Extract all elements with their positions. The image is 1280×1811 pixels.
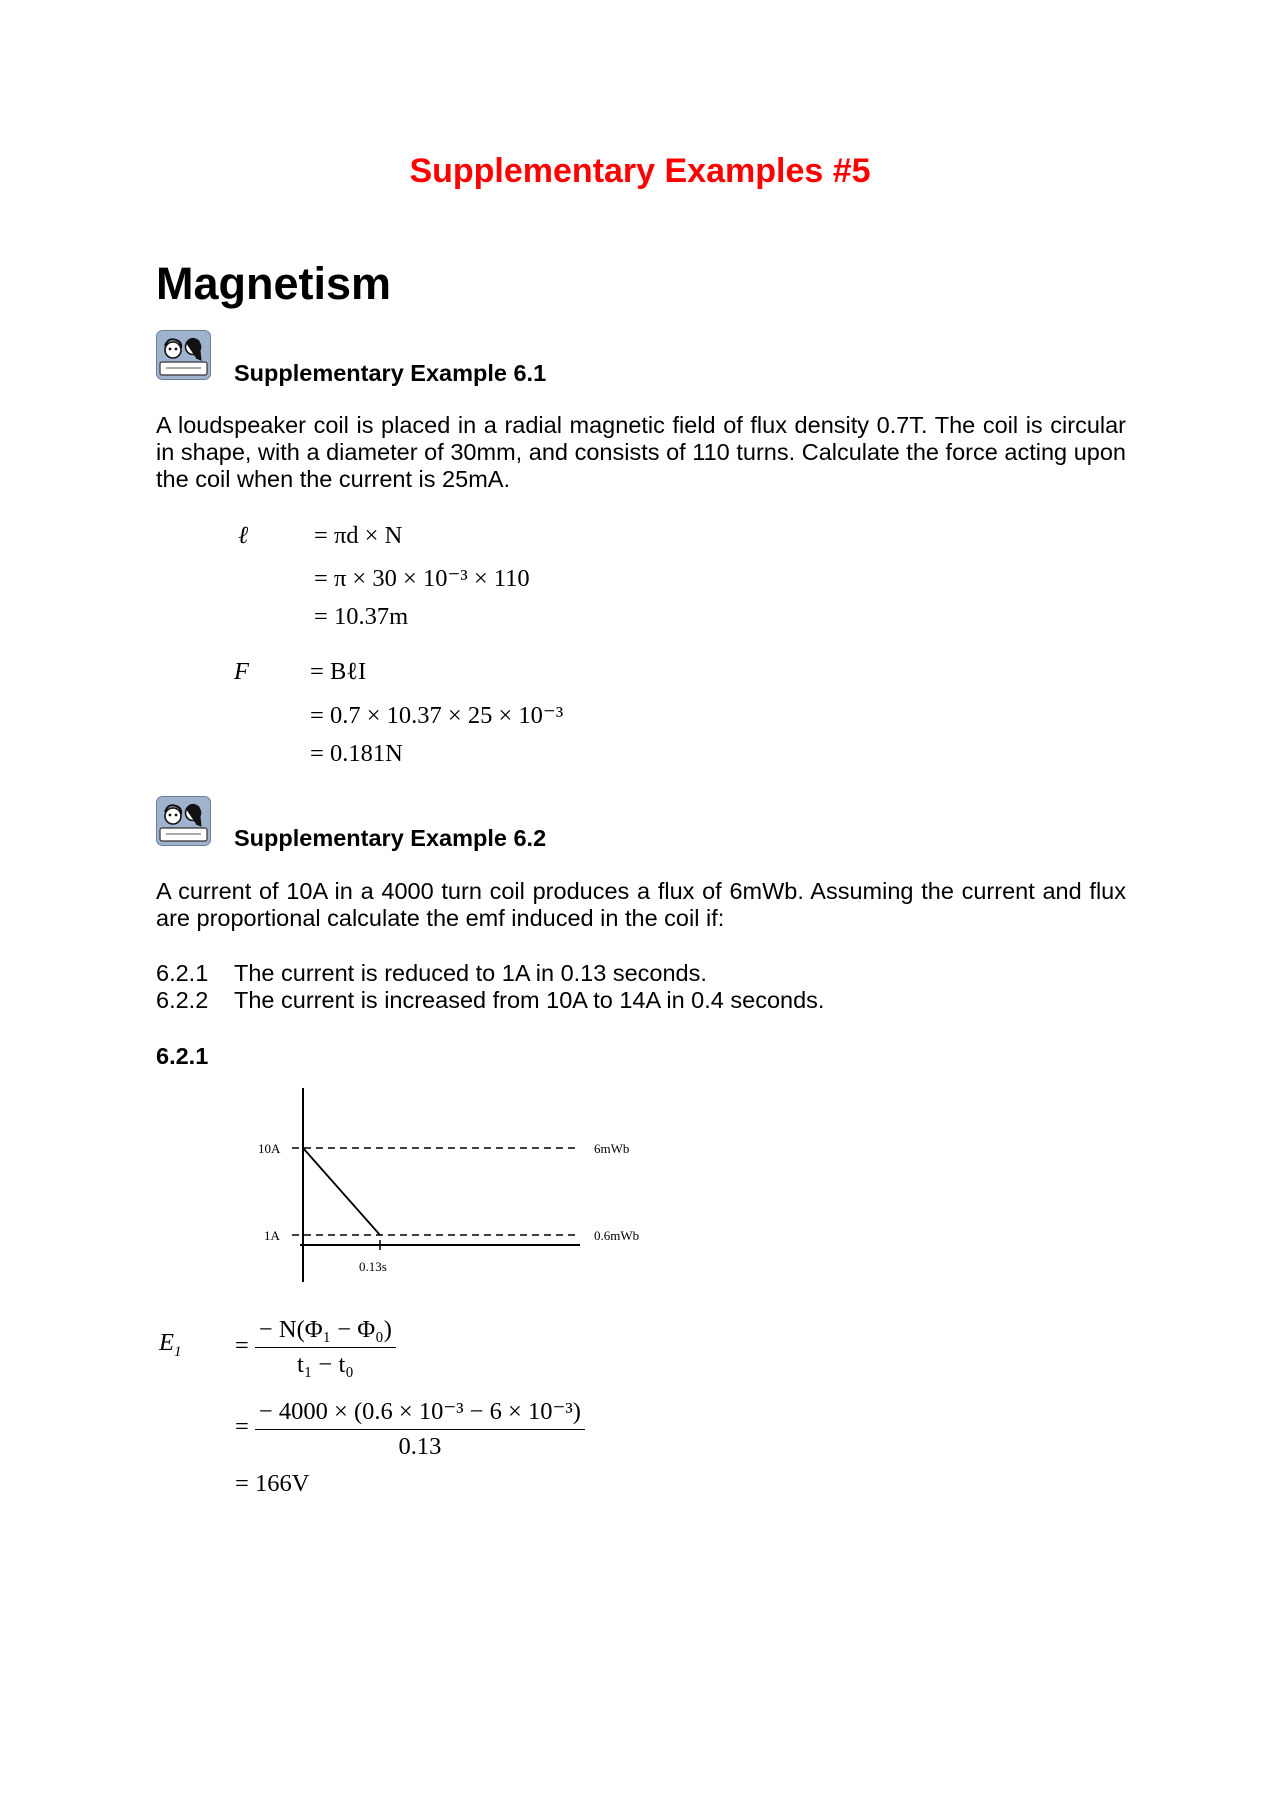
example-6-1-heading: Supplementary Example 6.1 bbox=[234, 360, 547, 386]
length-step1: = πd × N bbox=[314, 522, 403, 549]
equals-sign: = bbox=[235, 1332, 249, 1360]
example-6-2-heading: Supplementary Example 6.2 bbox=[234, 825, 547, 851]
fraction-denominator: t₁ − t₀ bbox=[297, 1351, 354, 1378]
example-6-2-problem: A current of 10A in a 4000 turn coil produces a flux of 6mWb. Assuming the current and flux are proportional calculate the emf induced in the coil if: bbox=[156, 878, 1126, 931]
force-symbol: F bbox=[234, 658, 249, 685]
force-result: = 0.181N bbox=[310, 740, 403, 767]
label-6mwb: 6mWb bbox=[594, 1141, 630, 1156]
force-step2: = 0.7 × 10.37 × 25 × 10⁻³ bbox=[310, 702, 564, 729]
length-symbol: ℓ bbox=[238, 522, 249, 549]
item-number: 6.2.2 bbox=[156, 987, 209, 1013]
fraction bbox=[255, 1396, 585, 1461]
current-decay-line bbox=[303, 1148, 380, 1235]
emf-symbol bbox=[159, 1329, 181, 1361]
force-step1: = BℓI bbox=[310, 658, 367, 685]
fraction-denominator: 0.13 bbox=[398, 1433, 442, 1460]
chapter-title: Magnetism bbox=[156, 258, 392, 309]
fraction-numerator: − N(Φ₁ − Φ₀) bbox=[255, 1316, 396, 1348]
current-flux-graph bbox=[230, 1080, 680, 1290]
sub-heading-6-2-1: 6.2.1 bbox=[156, 1043, 209, 1069]
item-number: 6.2.1 bbox=[156, 960, 209, 986]
emf-result: = 166V bbox=[235, 1470, 310, 1497]
two-people-reading-icon bbox=[156, 796, 211, 846]
emf-fraction-1 bbox=[235, 1316, 396, 1379]
label-10a: 10A bbox=[258, 1141, 281, 1156]
document-title: Supplementary Examples #5 bbox=[409, 152, 871, 190]
label-1a: 1A bbox=[264, 1228, 280, 1243]
emf-symbol-letter: E bbox=[159, 1329, 174, 1356]
fraction bbox=[255, 1316, 396, 1379]
label-0-13s: 0.13s bbox=[359, 1259, 387, 1274]
item-text: The current is reduced to 1A in 0.13 seconds. bbox=[234, 960, 707, 986]
length-result: = 10.37m bbox=[314, 603, 409, 630]
item-text: The current is increased from 10A to 14A in 0.4 seconds. bbox=[234, 987, 825, 1013]
emf-fraction-2 bbox=[235, 1396, 585, 1461]
two-people-reading-icon bbox=[156, 330, 211, 380]
equals-sign: = bbox=[235, 1413, 249, 1441]
length-step2: = π × 30 × 10⁻³ × 110 bbox=[314, 565, 530, 592]
label-0-6mwb: 0.6mWb bbox=[594, 1228, 640, 1243]
fraction-numerator: − 4000 × (0.6 × 10⁻³ − 6 × 10⁻³) bbox=[255, 1396, 585, 1430]
emf-symbol-subscript: 1 bbox=[173, 1343, 182, 1360]
example-6-1-problem: A loudspeaker coil is placed in a radial magnetic field of flux density 0.7T. The coil is circular in shape, with a diameter of 30mm, and consists of 110 turns. Calculate the force acting upon the coil when the current is 25mA. bbox=[156, 412, 1126, 492]
